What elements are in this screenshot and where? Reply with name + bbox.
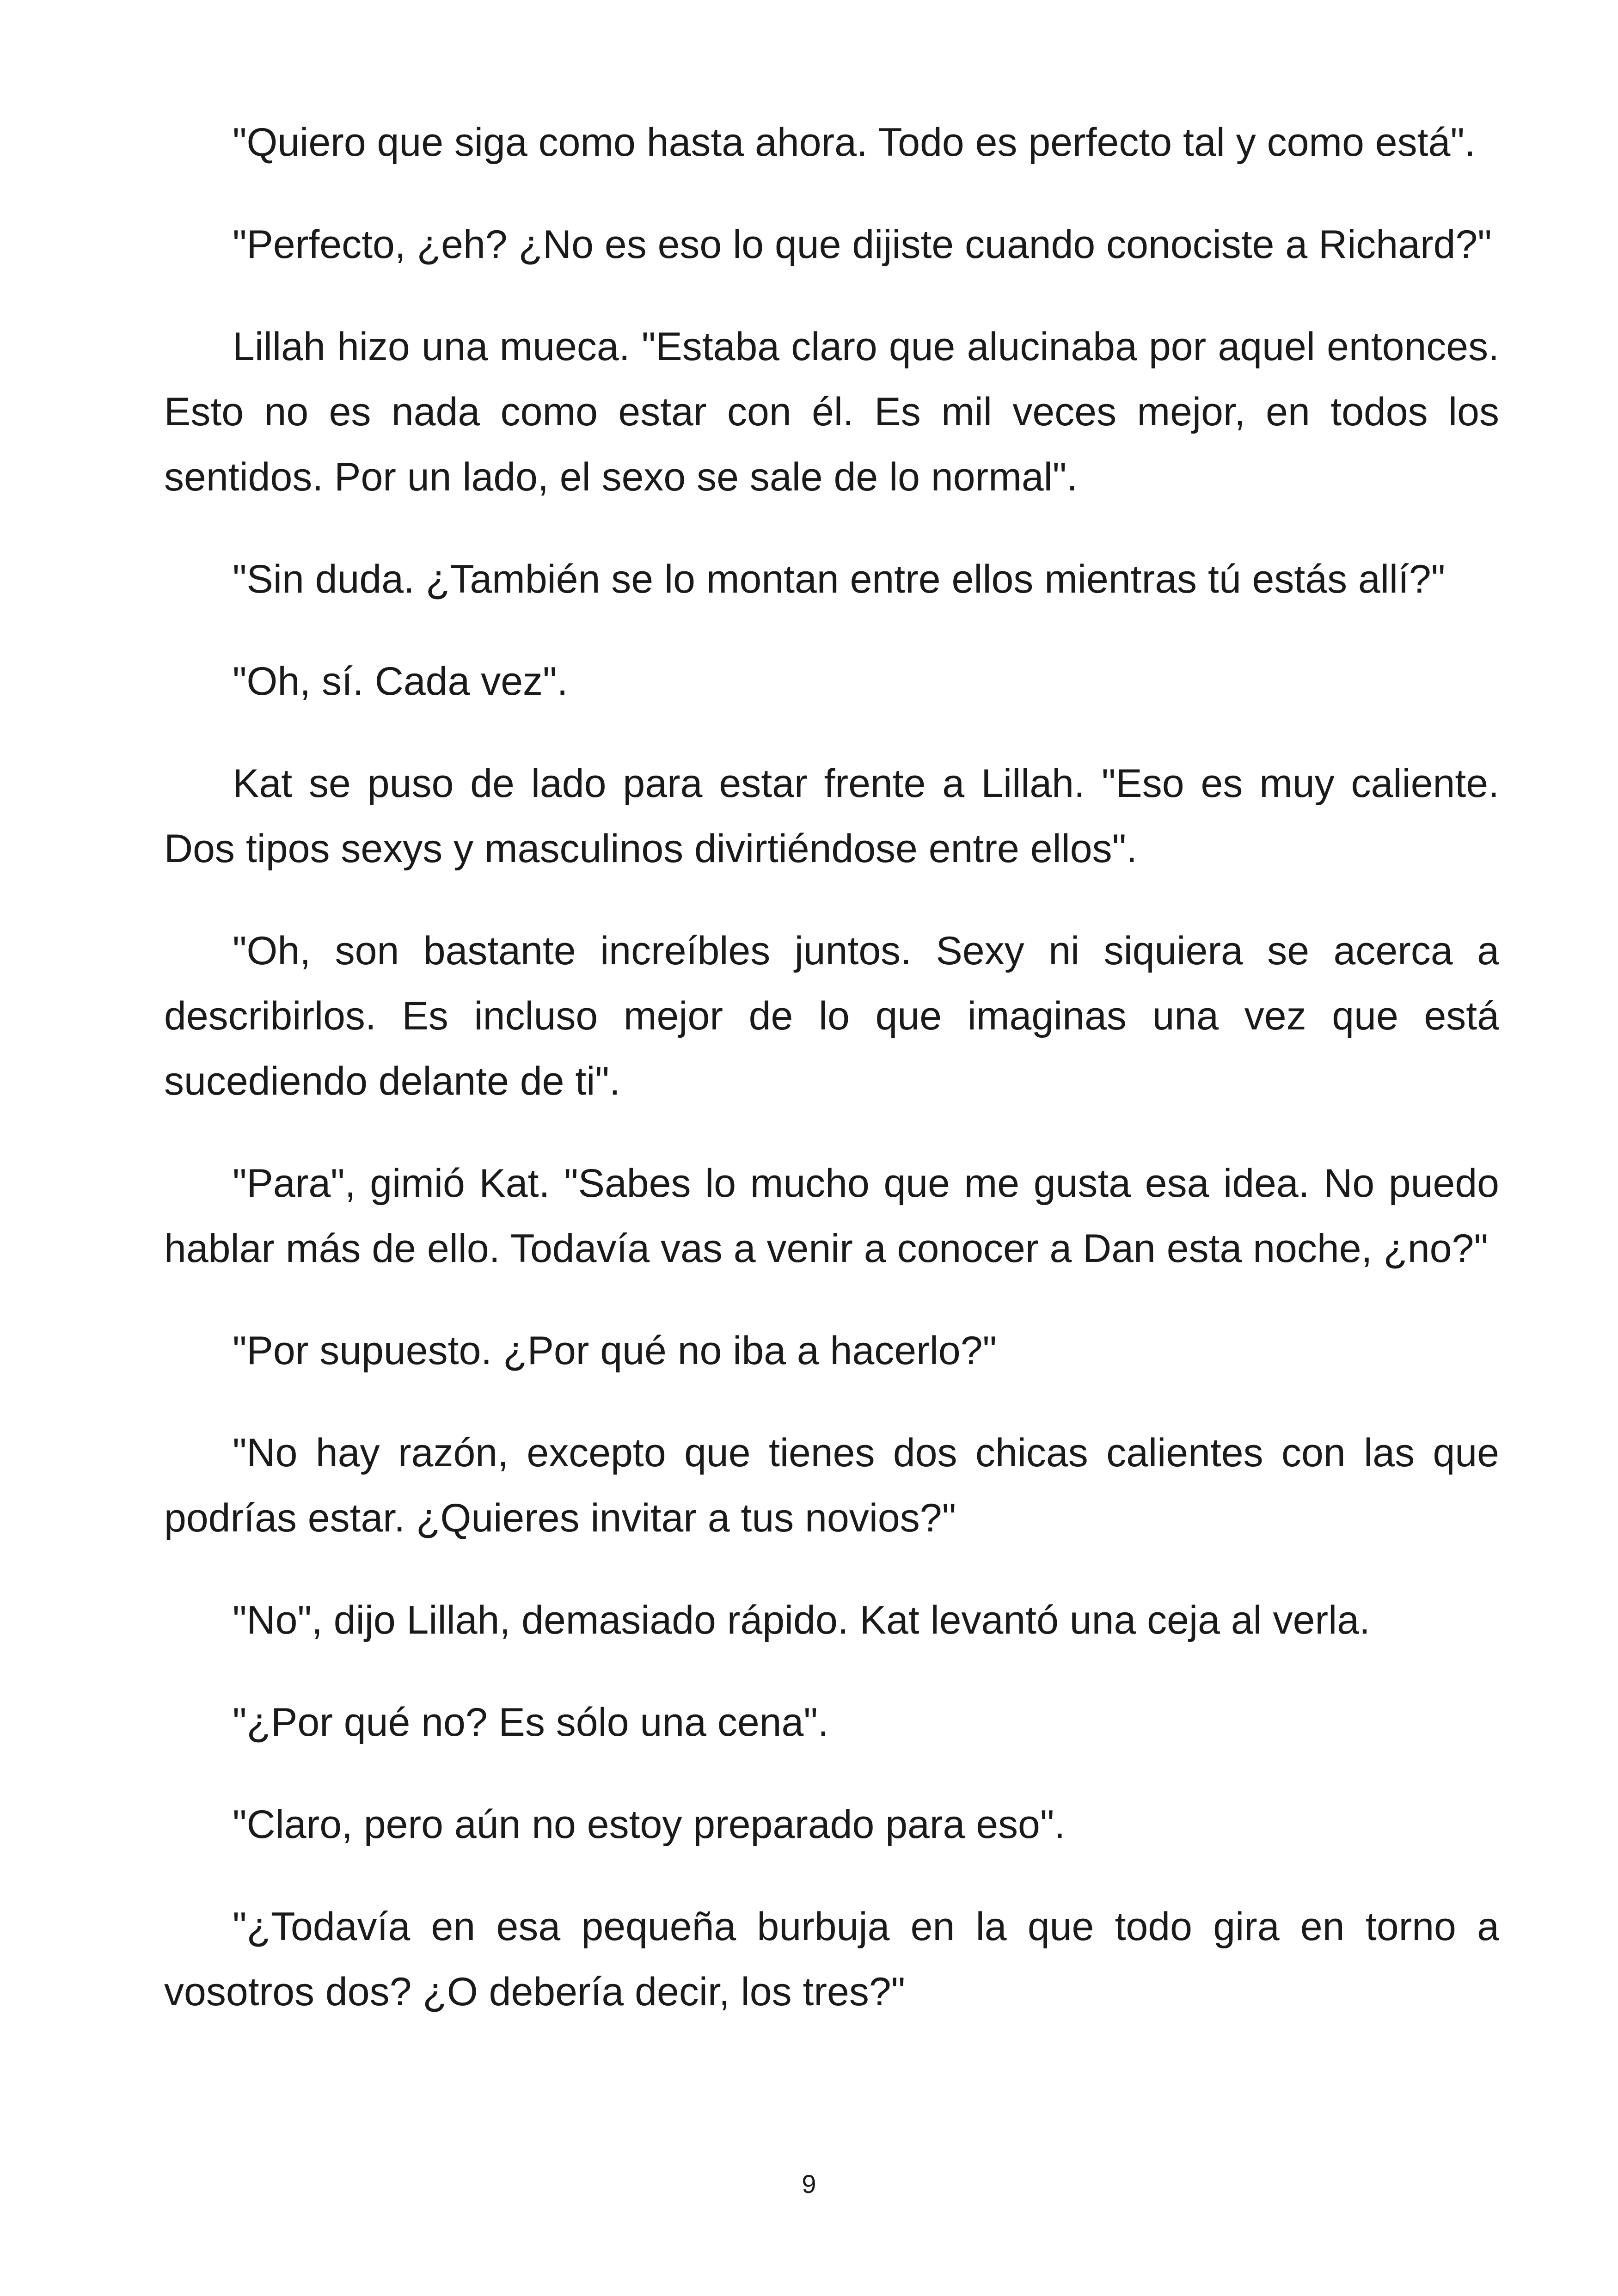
- page-number: 9: [802, 2169, 816, 2198]
- paragraph: "¿Todavía en esa pequeña burbuja en la que todo gira en torno a vosotros dos? ¿O debería decir, los tres?": [164, 1904, 1499, 2014]
- paragraph: "Claro, pero aún no estoy preparado para eso".: [233, 1802, 1066, 1847]
- paragraph: "Quiero que siga como hasta ahora. Todo es perfecto tal y como está".: [233, 120, 1476, 165]
- paragraph: Kat se puso de lado para estar frente a Lillah. "Eso es muy caliente. Dos tipos sexys y masculinos divirtiéndose entre ellos".: [164, 761, 1499, 871]
- paragraph: "Perfecto, ¿eh? ¿No es eso lo que dijiste cuando conociste a Richard?": [233, 222, 1492, 267]
- paragraph: "Oh, son bastante increíbles juntos. Sexy ni siquiera se acerca a describirlos. Es incluso mejor de lo que imaginas una vez que está sucediendo delante de ti".: [164, 929, 1499, 1103]
- paragraph: "No hay razón, excepto que tienes dos chicas calientes con las que podrías estar. ¿Quieres invitar a tus novios?": [164, 1431, 1499, 1540]
- paragraph: "Oh, sí. Cada vez".: [233, 659, 568, 704]
- paragraph: "Por supuesto. ¿Por qué no iba a hacerlo?": [233, 1329, 997, 1373]
- body-text: [164, 110, 1499, 2062]
- paragraph: "No", dijo Lillah, demasiado rápido. Kat levantó una ceja al verla.: [233, 1598, 1370, 1642]
- paragraph: "¿Por qué no? Es sólo una cena".: [233, 1700, 829, 1745]
- paragraph: "Sin duda. ¿También se lo montan entre ellos mientras tú estás allí?": [233, 557, 1446, 601]
- paragraph: Lillah hizo una mueca. "Estaba claro que alucinaba por aquel entonces. Esto no es nada como estar con él. Es mil veces mejor, en todos los sentidos. Por un lado, el sexo se sale de lo normal".: [164, 325, 1499, 499]
- paragraph: "Para", gimió Kat. "Sabes lo mucho que me gusta esa idea. No puedo hablar más de ello. Todavía vas a venir a conocer a Dan esta noche, ¿no?": [164, 1161, 1499, 1271]
